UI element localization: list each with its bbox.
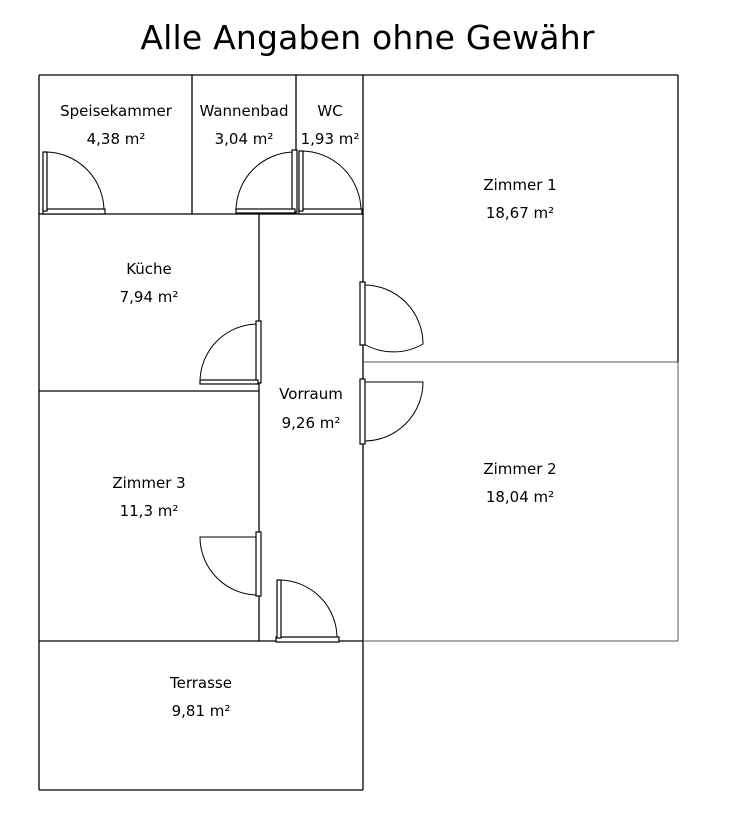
room-name: Zimmer 2 [483, 460, 557, 478]
room-area: 11,3 m² [119, 502, 179, 520]
room-zimmer1 [483, 176, 556, 222]
room-wc [301, 102, 360, 148]
room-area: 1,93 m² [300, 130, 360, 148]
door-speisekammer[interactable] [43, 152, 105, 214]
door-terrasse[interactable] [276, 580, 339, 642]
room-name: Vorraum [279, 385, 343, 403]
room-speisekammer [60, 102, 173, 148]
door-wannenbad[interactable] [236, 150, 297, 213]
walls [39, 75, 678, 790]
room-zimmer3 [112, 474, 185, 520]
room-area: 9,26 m² [281, 414, 341, 432]
door-wc[interactable] [299, 151, 362, 214]
room-name: Wannenbad [199, 102, 289, 120]
room-area: 3,04 m² [214, 130, 274, 148]
room-name: Zimmer 1 [483, 176, 557, 194]
room-area: 4,38 m² [86, 130, 146, 148]
room-name: Zimmer 3 [112, 474, 186, 492]
room-zimmer2 [483, 460, 556, 506]
page-title: Alle Angaben ohne Gewähr [140, 18, 595, 57]
room-kueche [120, 260, 179, 306]
room-area: 18,04 m² [485, 488, 555, 506]
door-zimmer2[interactable] [360, 379, 423, 444]
room-area: 7,94 m² [119, 288, 179, 306]
door-zimmer1[interactable] [360, 282, 423, 352]
room-area: 9,81 m² [171, 702, 231, 720]
room-name: WC [317, 102, 343, 120]
room-name: Speisekammer [60, 102, 172, 120]
room-area: 18,67 m² [485, 204, 555, 222]
door-zimmer3[interactable] [200, 532, 261, 596]
room-vorraum [279, 385, 343, 432]
door-kueche[interactable] [200, 321, 261, 384]
room-terrasse [169, 674, 232, 720]
room-name: Küche [126, 260, 172, 278]
room-wannenbad [199, 102, 288, 148]
room-name: Terrasse [170, 674, 232, 692]
